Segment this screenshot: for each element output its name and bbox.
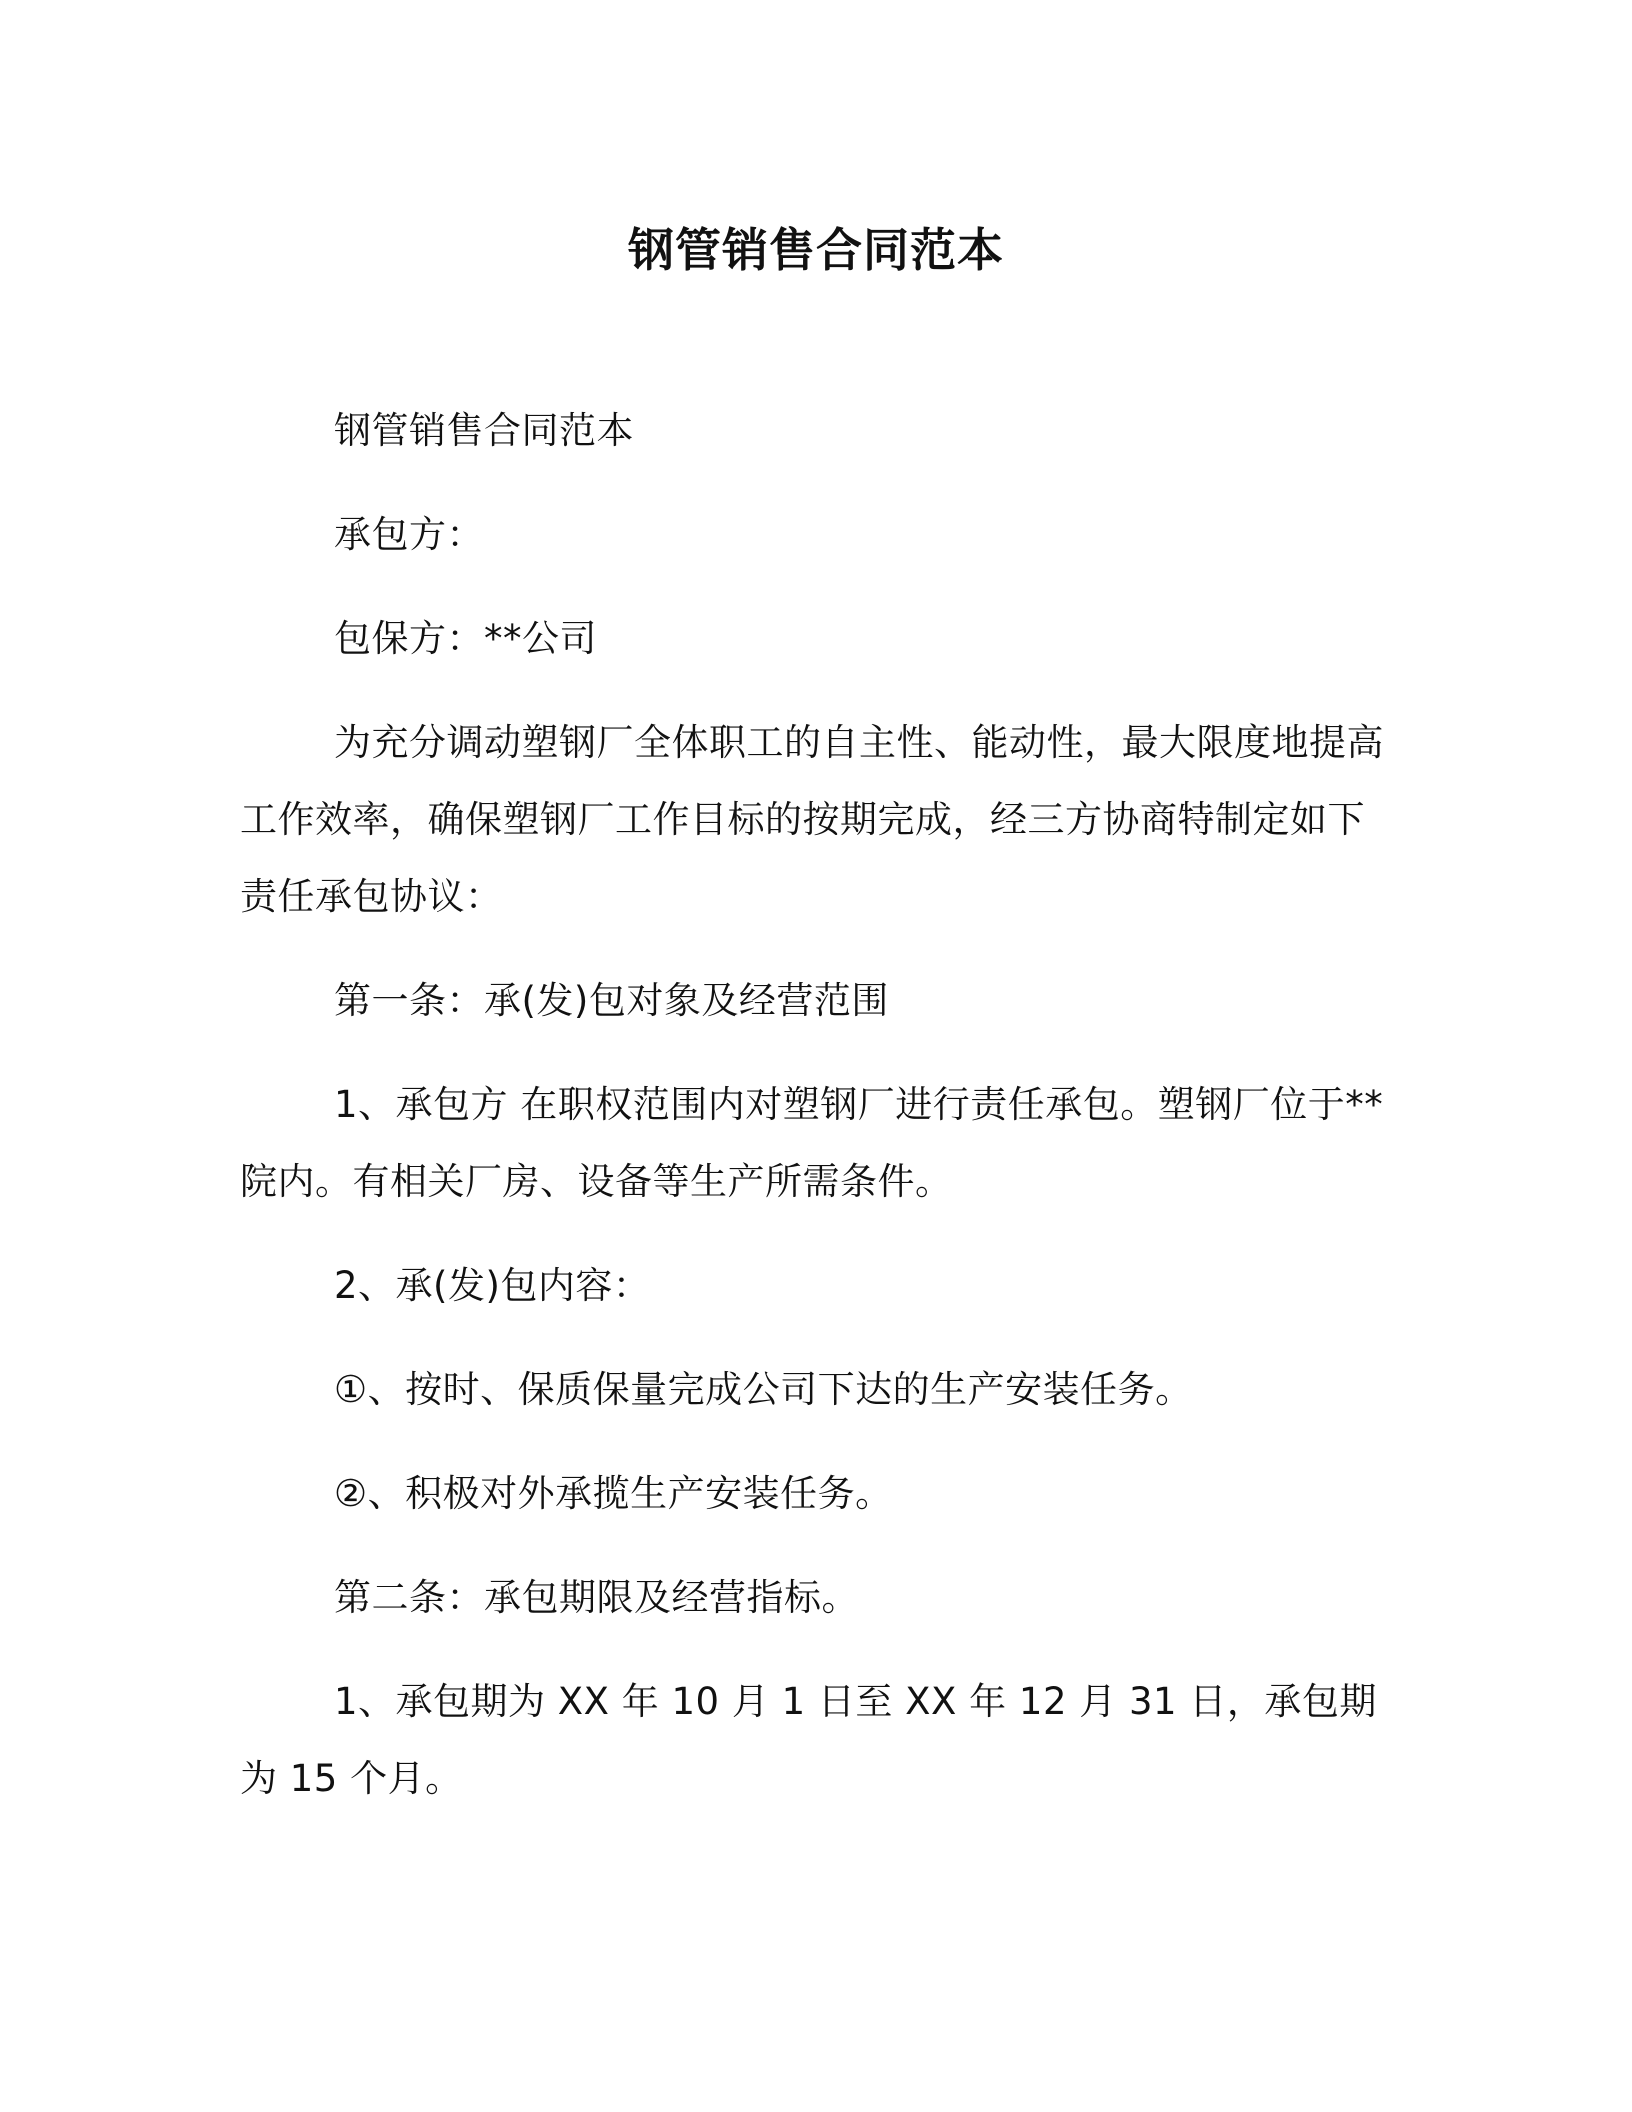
paragraph-article-1-subitem-1: ①、按时、保质保量完成公司下达的生产安装任务。: [334, 1368, 1193, 1411]
document-body: [240, 392, 1400, 1844]
paragraph-article-2-item-1: 1、承包期为 XX 年 10 月 1 日至 XX 年 12 月 31 日，承包期为 15 个月。: [240, 1680, 1377, 1800]
document-title: 钢管销售合同范本: [628, 223, 1004, 277]
paragraph-guarantor: 包保方：**公司: [334, 617, 597, 660]
paragraph-preamble: 为充分调动塑钢厂全体职工的自主性、能动性，最大限度地提高工作效率，确保塑钢厂工作目标的按期完成，经三方协商特制定如下责任承包协议：: [240, 721, 1384, 918]
paragraph-article-1-item-1: 1、承包方 在职权范围内对塑钢厂进行责任承包。塑钢厂位于**院内。有相关厂房、设备等生产所需条件。: [240, 1083, 1384, 1203]
paragraph-subtitle: 钢管销售合同范本: [334, 409, 634, 452]
paragraph-article-1-heading: 第一条：承(发)包对象及经营范围: [334, 979, 889, 1022]
paragraph-article-2-heading: 第二条：承包期限及经营指标。: [334, 1576, 859, 1619]
paragraph-article-1-subitem-2: ②、积极对外承揽生产安装任务。: [334, 1472, 893, 1515]
paragraph-article-1-item-2: 2、承(发)包内容：: [334, 1264, 651, 1307]
paragraph-contractor: 承包方：: [334, 513, 484, 556]
